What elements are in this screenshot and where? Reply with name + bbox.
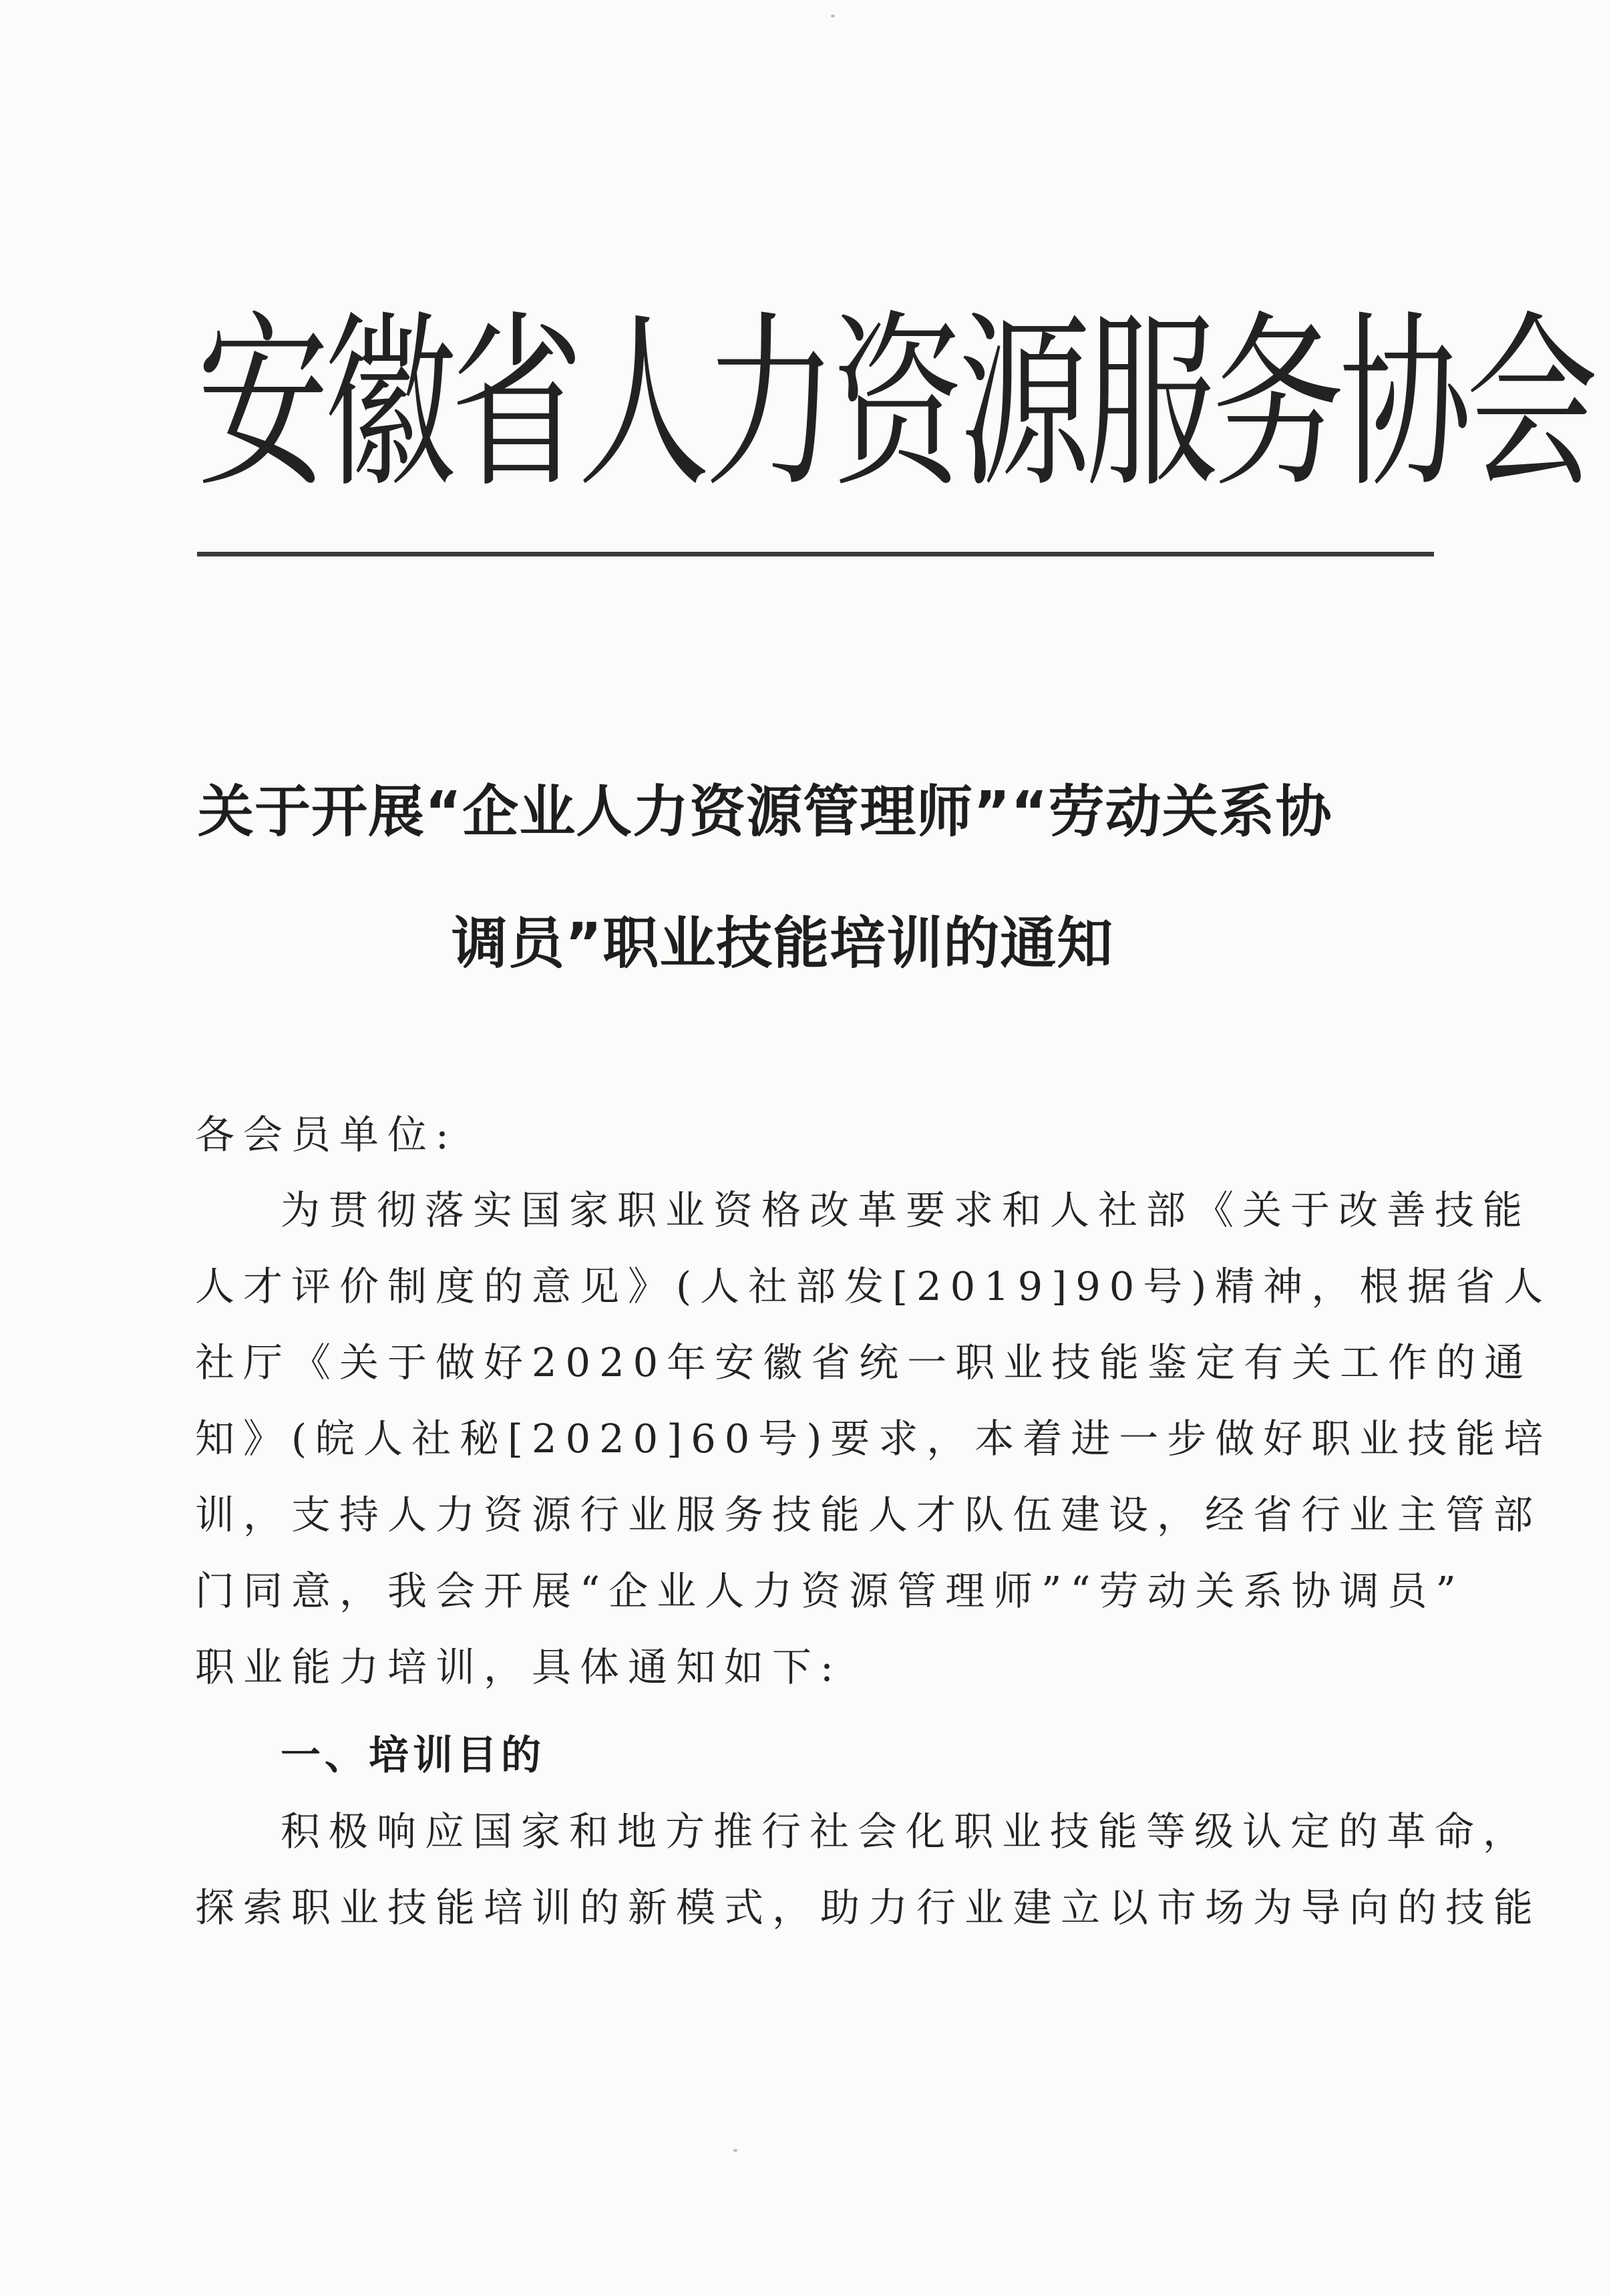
paragraph-1-line-3: 社厅《关于做好2020年安徽省统一职业技能鉴定有关工作的通 — [195, 1339, 1533, 1385]
organization-letterhead: 安徽省人力资源服务协会 — [197, 294, 1593, 514]
notice-title-line-1: 关于开展“企业人力资源管理师”“劳动关系协 — [198, 779, 1332, 844]
paragraph-2-line-1: 积极响应国家和地方推行社会化职业技能等级认定的革命， — [281, 1808, 1532, 1854]
paragraph-1-line-6: 门同意，我会开展“企业人力资源管理师”“劳动关系协调员” — [195, 1568, 1465, 1614]
letterhead-divider — [197, 552, 1434, 556]
salutation: 各会员单位: — [195, 1112, 458, 1158]
paragraph-1-line-5: 训，支持人力资源行业服务技能人才队伍建设，经省行业主管部 — [195, 1492, 1542, 1538]
paragraph-2-line-2: 探索职业技能培训的新模式，助力行业建立以市场为导向的技能 — [195, 1884, 1542, 1931]
notice-title-line-2: 调员”职业技能培训的通知 — [452, 911, 1114, 976]
paragraph-1-line-7: 职业能力培训，具体通知如下: — [195, 1644, 842, 1690]
paragraph-1-line-2: 人才评价制度的意见》(人社部发[2019]90号)精神，根据省人 — [195, 1263, 1552, 1309]
paragraph-1-line-4: 知》(皖人社秘[2020]60号)要求，本着进一步做好职业技能培 — [195, 1416, 1552, 1462]
scan-speck — [733, 2149, 737, 2152]
paragraph-1-line-1: 为贯彻落实国家职业资格改革要求和人社部《关于改善技能 — [281, 1187, 1532, 1233]
scan-speck — [831, 15, 835, 17]
section-heading-training-purpose: 一、培训目的 — [281, 1732, 545, 1779]
